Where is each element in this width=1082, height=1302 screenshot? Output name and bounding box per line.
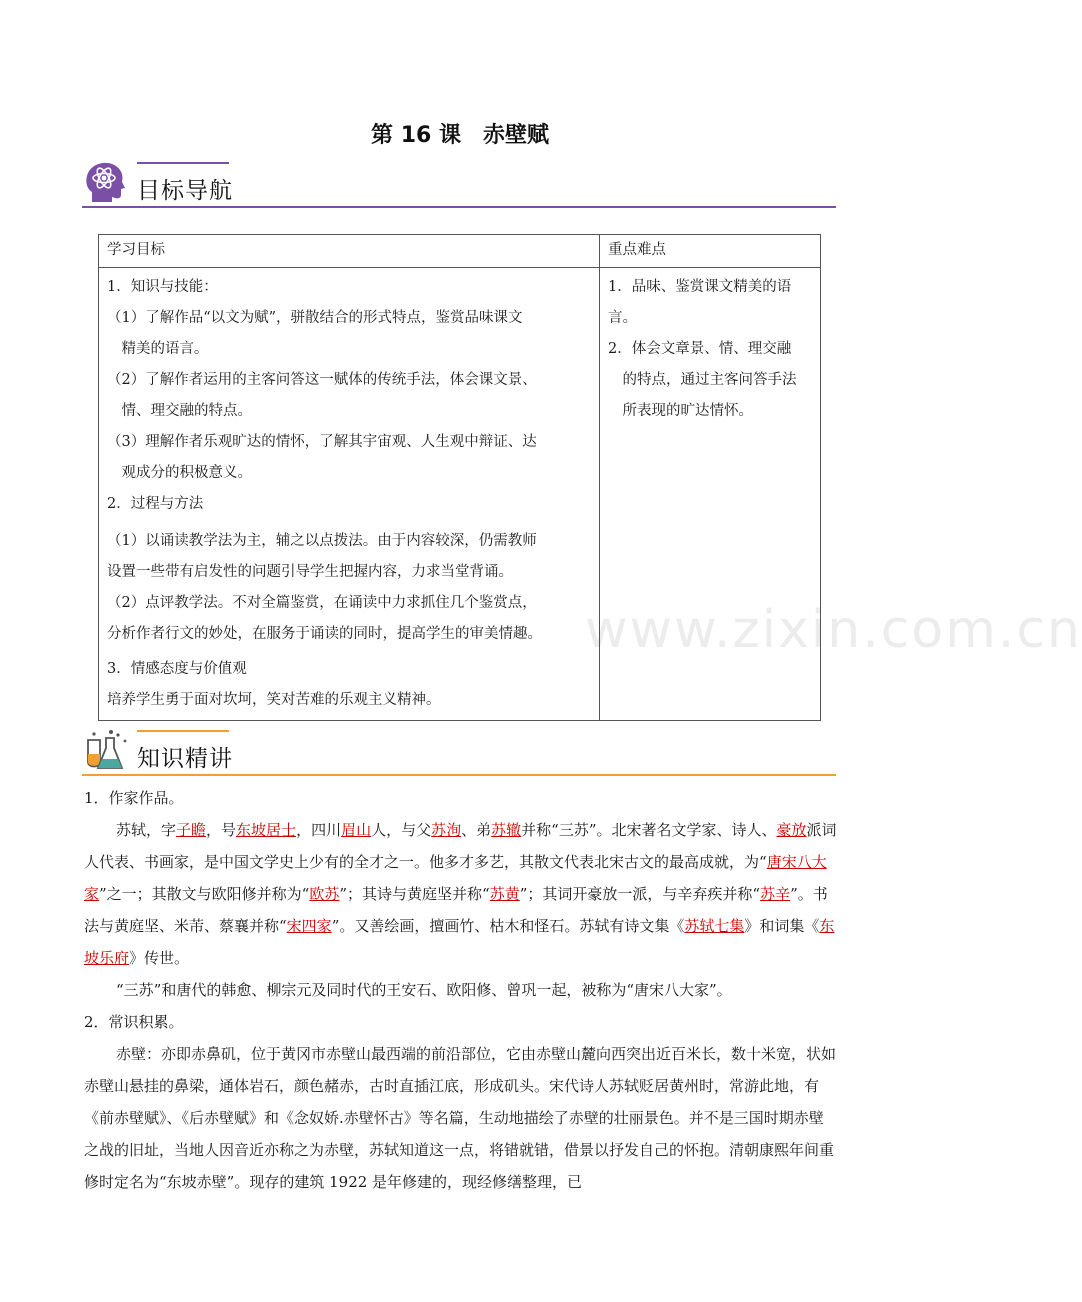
key-term: 子瞻 [176, 821, 207, 839]
key-term: 宋四家 [286, 917, 332, 935]
key-term: 苏黄 [489, 885, 520, 903]
paragraph-author-intro [84, 814, 838, 974]
goal-line: （1）了解作品“以文为赋”，骈散结合的形式特点，鉴赏品味课文 [107, 310, 523, 326]
watermark: www.zixin.com.cn [585, 600, 1082, 660]
key-term: 欧苏 [309, 885, 340, 903]
table-header-keypoints: 重点难点 [600, 235, 821, 268]
key-term: 唐宋八大家 [84, 853, 827, 903]
goal-line: 观成分的积极意义。 [107, 465, 252, 481]
text-run: 人，与父 [371, 821, 432, 839]
keypoint-line: 2．体会文章景、情、理交融 [608, 341, 792, 357]
section-header-goals [82, 158, 836, 208]
key-term: 苏轼七集 [684, 917, 745, 935]
goal-line: （3）理解作者乐观旷达的情怀，了解其宇宙观、人生观中辩证、达 [107, 434, 537, 450]
text-run: 》传世。 [129, 949, 190, 967]
key-term: 眉山 [341, 821, 372, 839]
text-run: 》和词集《 [744, 917, 820, 935]
keypoints-cell [600, 268, 821, 721]
section-accent-line [137, 730, 229, 732]
paragraph-tang-song-masters: “三苏”和唐代的韩愈、柳宗元及同时代的王安石、欧阳修、曾巩一起，被称为“唐宋八大家”。 [116, 981, 732, 999]
goal-line: 培养学生勇于面对坎坷，笑对苦难的乐观主义精神。 [107, 692, 441, 708]
goal-line: （2）点评教学法。不对全篇鉴赏，在诵读中力求抓住几个鉴赏点， [107, 595, 537, 611]
paragraph-chibi: 赤壁：亦即赤鼻矶，位于黄冈市赤壁山最西端的前沿部位，它由赤壁山麓向西突出近百米长，数十米宽，状如赤壁山悬挂的鼻梁，通体岩石，颜色赭赤，古时直插江底，形成矶头。宋代诗人苏轼贬居黄州时，常游此地，有《前赤壁赋》、《后赤壁赋》和《念奴娇.赤壁怀古》等名篇，生动地描绘了赤壁的壮丽景色。并不是三国时期赤壁之战的旧址，当地人因音近亦称之为赤壁，苏轼知道这一点，将错就错，借景以抒发自己的怀抱。清朝康熙年间重修时定名为“东坡赤壁”。现存的建筑 1922 是年修建的，现经修缮整理，已 [84, 1045, 837, 1191]
section-divider [82, 206, 836, 208]
goal-line: 精美的语言。 [107, 341, 209, 357]
goal-line: 分析作者行文的妙处，在服务于诵读的同时，提高学生的审美情趣。 [107, 626, 542, 642]
text-run: 苏轼，字 [116, 821, 177, 839]
section-header-knowledge [82, 726, 836, 776]
goal-line: 1．知识与技能： [107, 279, 218, 295]
page-title: 第 16 课 赤壁赋 [371, 123, 549, 148]
key-term: 东坡居士 [236, 821, 297, 839]
section-title-goals: 目标导航 [137, 178, 233, 204]
key-term: 东坡乐府 [84, 917, 835, 967]
text-run: ”；其诗与黄庭坚并称“ [339, 885, 490, 903]
keypoint-line: 的特点，通过主客问答手法 [608, 372, 797, 388]
text-run: 派词人代表、书画家，是中国文学史上少有的全才之一。他多才多艺，其散文代表北宋古文的最高成就，为“ [84, 821, 837, 871]
table-header-goals: 学习目标 [99, 235, 600, 268]
text-run: ，四川 [296, 821, 342, 839]
item-heading-knowledge: 2．常识积累。 [84, 1013, 184, 1031]
goals-table [98, 234, 821, 721]
lab-flask-icon [82, 726, 130, 774]
section-divider [82, 774, 836, 776]
goal-line: 设置一些带有启发性的问题引导学生把握内容，力求当堂背诵。 [107, 564, 513, 580]
knowledge-body [84, 782, 838, 1198]
keypoint-line: 1．品味、鉴赏课文精美的语 [608, 279, 792, 295]
key-term: 苏辛 [760, 885, 791, 903]
section-title-knowledge: 知识精讲 [137, 746, 233, 772]
text-run: 并称“三苏”。北宋著名文学家、诗人、 [521, 821, 777, 839]
key-term: 苏洵 [431, 821, 462, 839]
key-term: 豪放 [776, 821, 807, 839]
keypoint-line: 言。 [608, 310, 637, 326]
goals-cell [99, 268, 600, 721]
text-run: ”。书法与黄庭坚、米芾、蔡襄并称“ [84, 885, 828, 935]
section-accent-line [137, 162, 229, 164]
goal-line: 3．情感态度与价值观 [107, 661, 247, 677]
goal-line: 情、理交融的特点。 [107, 403, 252, 419]
keypoint-line: 所表现的旷达情怀。 [608, 403, 753, 419]
text-run: ”；其词开豪放一派，与辛弃疾并称“ [519, 885, 761, 903]
text-run: ”。又善绘画，擅画竹、枯木和怪石。苏轼有诗文集《 [331, 917, 685, 935]
text-run: ”之一；其散文与欧阳修并称为“ [99, 885, 310, 903]
text-run: ，号 [206, 821, 237, 839]
item-heading-works: 1．作家作品。 [84, 789, 184, 807]
goal-line: （2）了解作者运用的主客问答这一赋体的传统手法，体会课文景、 [107, 372, 537, 388]
key-term: 苏辙 [491, 821, 522, 839]
goal-line: 2．过程与方法 [107, 496, 204, 512]
brain-atom-icon [82, 158, 130, 206]
text-run: 、弟 [461, 821, 492, 839]
goal-line: （1）以诵读教学法为主，辅之以点拨法。由于内容较深，仍需教师 [107, 533, 537, 549]
